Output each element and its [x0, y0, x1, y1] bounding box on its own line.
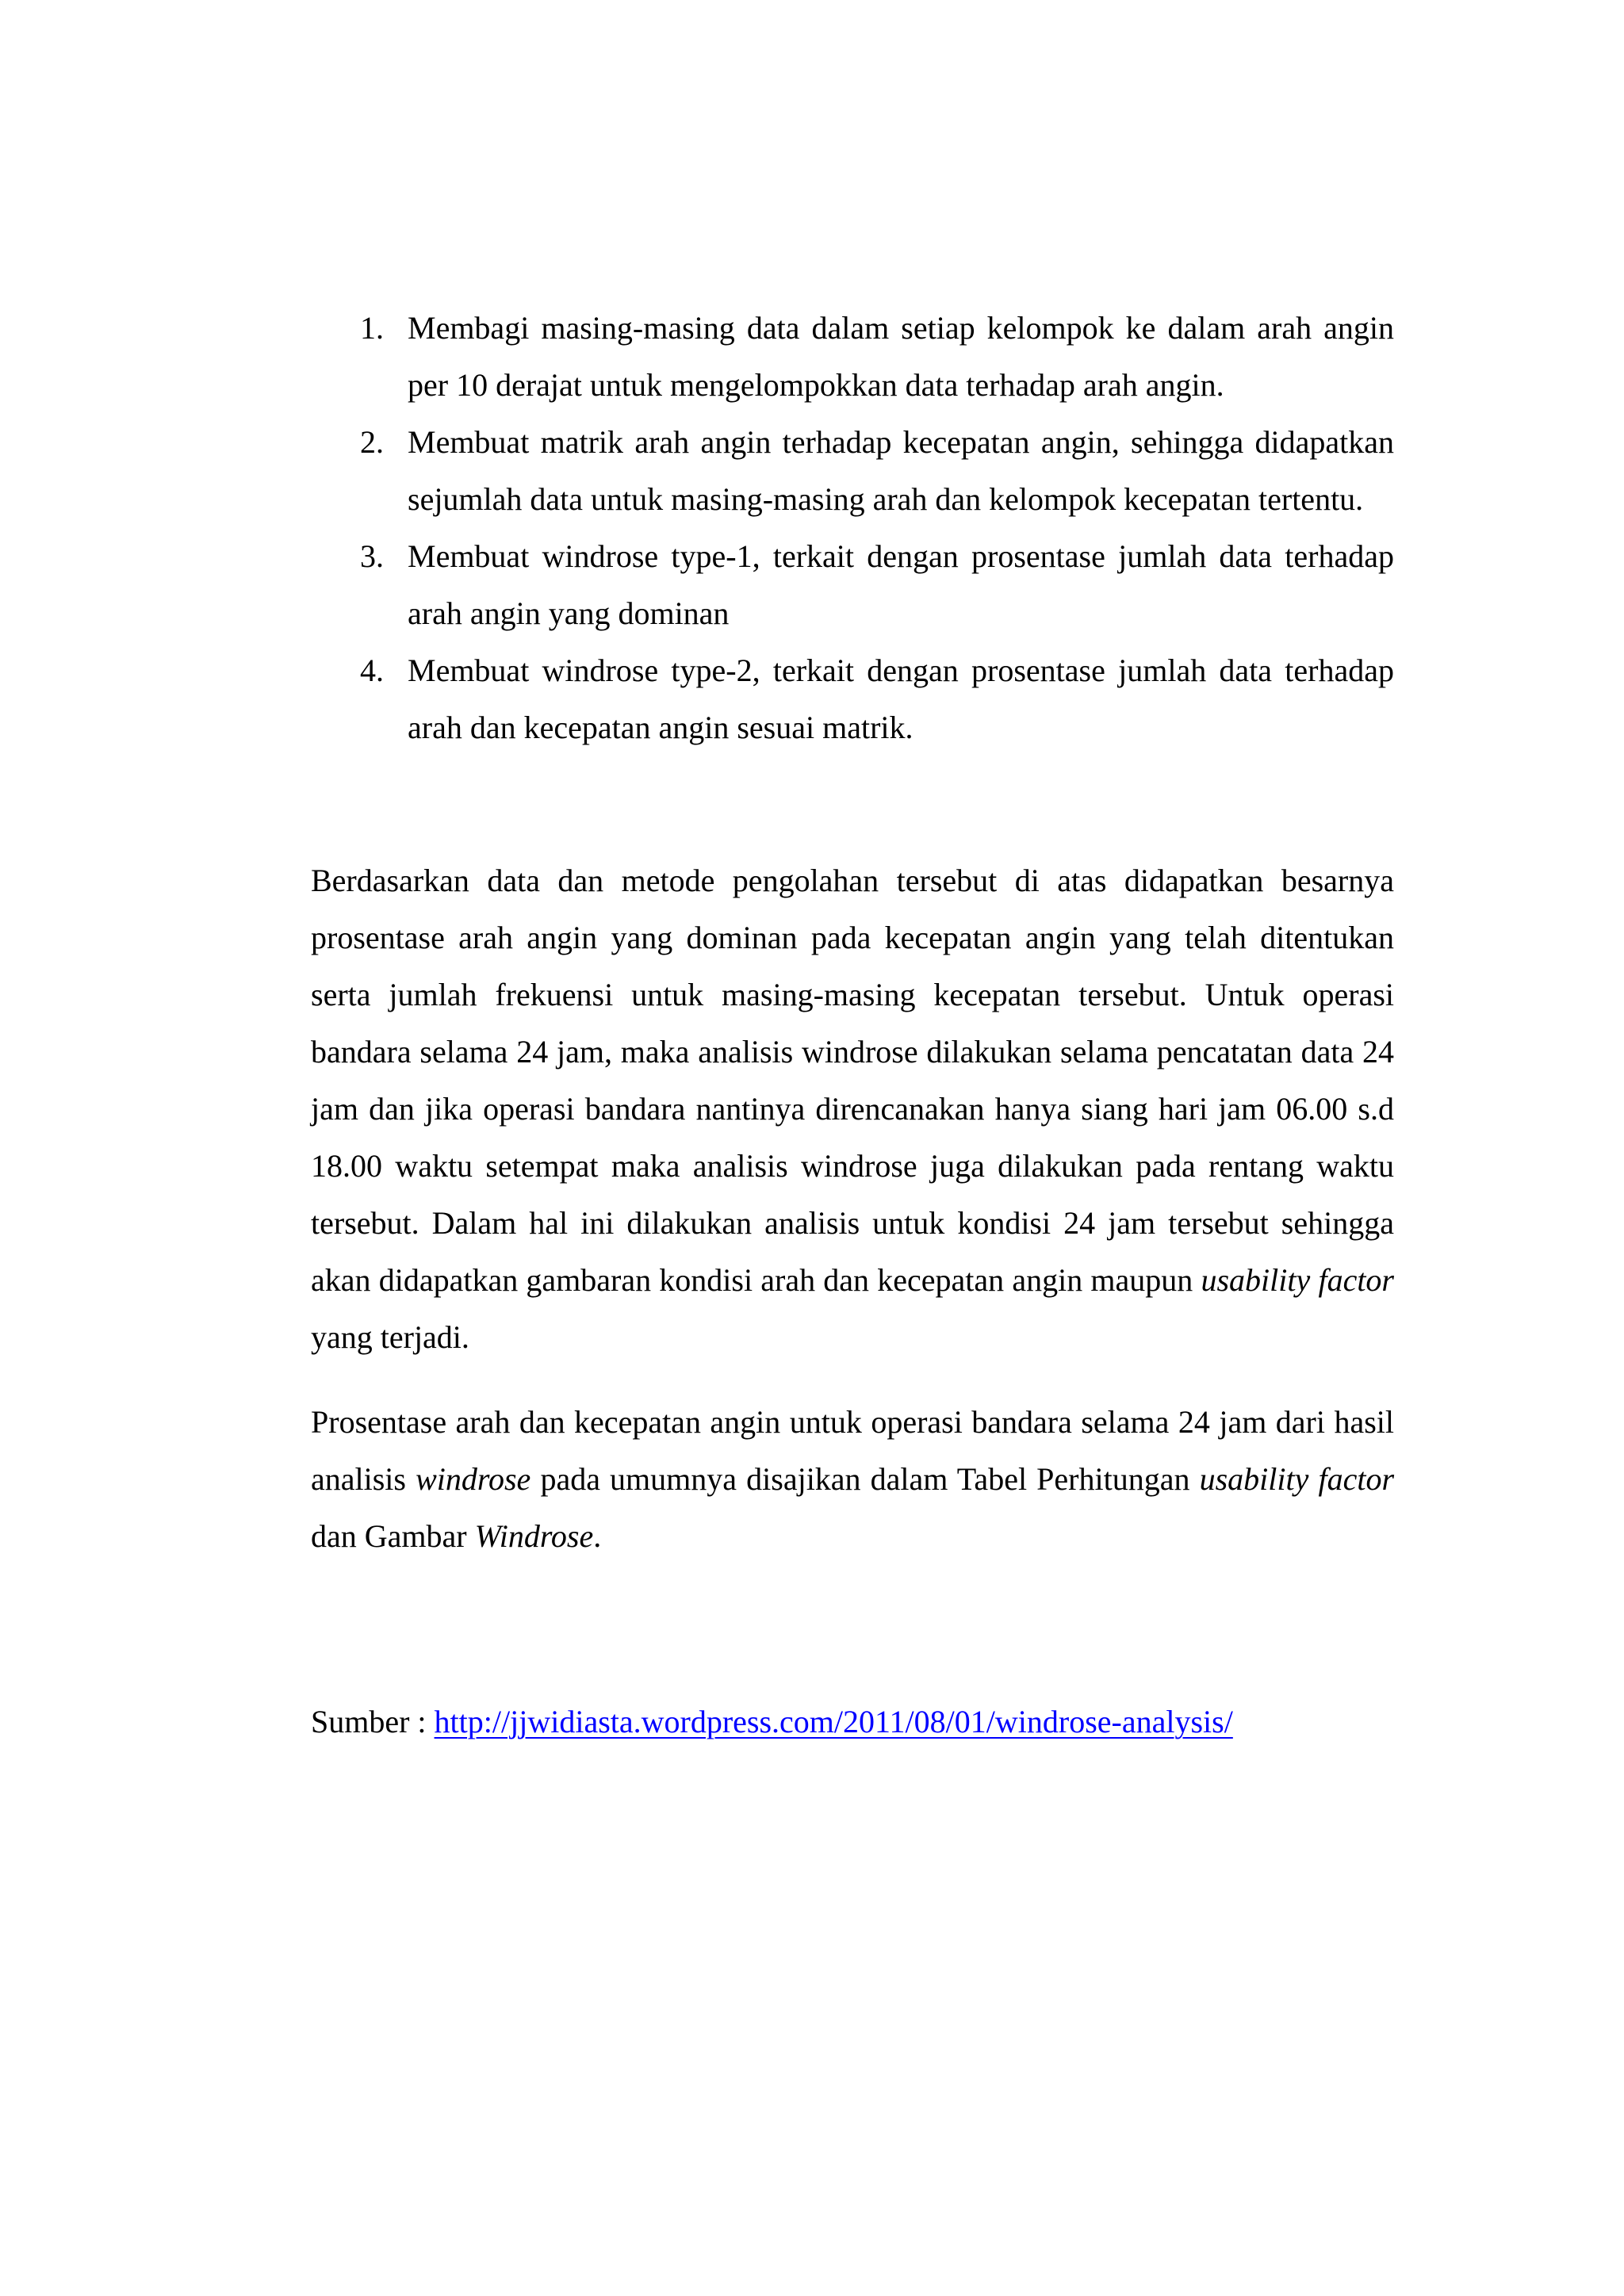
step-text: Membuat windrose type-1, terkait dengan prosentase jumlah data terhadap arah angin yang dominan: [408, 538, 1394, 631]
method-steps-list: [354, 300, 1394, 756]
source-link[interactable]: http://jjwidiasta.wordpress.com/2011/08/01/windrose-analysis/: [434, 1704, 1233, 1739]
paragraph-text: .: [593, 1518, 602, 1554]
paragraph-text: Prosentase arah dan kecepatan angin untuk operasi bandara selama 24 jam dari hasil analisis: [311, 1404, 1394, 1497]
step-number: 3.: [360, 538, 384, 574]
analysis-paragraph: [311, 852, 1394, 1366]
step-text: Membagi masing-masing data dalam setiap kelompok ke dalam arah angin per 10 derajat untuk mengelompokkan data terhadap arah angin.: [408, 310, 1394, 403]
method-step-4: [354, 642, 1394, 756]
italic-term: usability factor: [1199, 1461, 1395, 1497]
italic-term: usability factor: [1201, 1262, 1395, 1298]
source-label: Sumber :: [311, 1704, 435, 1739]
step-number: 1.: [360, 310, 384, 346]
method-step-2: [354, 414, 1394, 528]
method-step-1: [354, 300, 1394, 414]
step-number: 4.: [360, 652, 384, 688]
paragraph-text: pada umumnya disajikan dalam Tabel Perhitungan: [540, 1461, 1190, 1497]
step-number: 2.: [360, 424, 384, 460]
paragraph-text: dan Gambar: [311, 1518, 467, 1554]
source-citation: [311, 1693, 1394, 1751]
step-text: Membuat windrose type-2, terkait dengan prosentase jumlah data terhadap arah dan kecepatan angin sesuai matrik.: [408, 652, 1394, 745]
italic-term: windrose: [416, 1461, 531, 1497]
paragraph-text: yang terjadi.: [311, 1319, 469, 1355]
step-text: Membuat matrik arah angin terhadap kecepatan angin, sehingga didapatkan sejumlah data untuk masing-masing arah dan kelompok kecepatan tertentu.: [408, 424, 1394, 517]
italic-term: Windrose: [474, 1518, 594, 1554]
method-step-3: [354, 528, 1394, 642]
paragraph-text: Berdasarkan data dan metode pengolahan tersebut di atas didapatkan besarnya prosentase arah angin yang dominan pada kecepatan angin yang telah ditentukan serta jumlah frekuensi untuk masing-masing kecepatan tersebut. Untuk operasi bandara selama 24 jam, maka analisis windrose dilakukan selama pencatatan data 24 jam dan jika operasi bandara nantinya direncanakan hanya siang hari jam 06.00 s.d 18.00 waktu setempat maka analisis windrose juga dilakukan pada rentang waktu tersebut. Dalam hal ini dilakukan analisis untuk kondisi 24 jam tersebut sehingga akan didapatkan gambaran kondisi arah dan kecepatan angin maupun: [311, 863, 1394, 1298]
results-paragraph: [311, 1394, 1394, 1565]
